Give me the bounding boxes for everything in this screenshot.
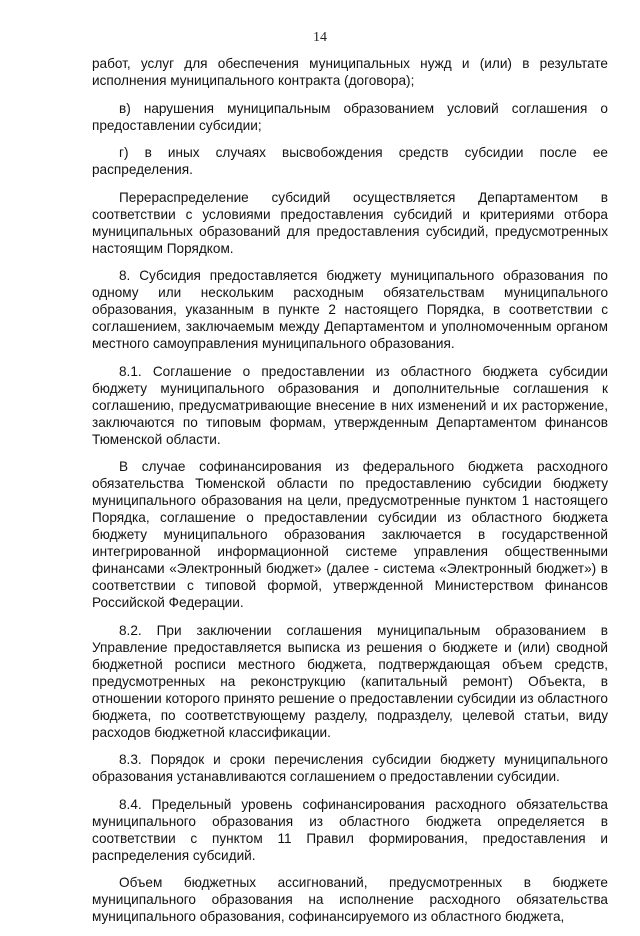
paragraph-clause-8-4: 8.4. Предельный уровень софинансирования расходного обязательства муниципального образования из областного бюджета определяется в соответствии с пунктом 11 Правил формирования, предоставления и распределения субсидий. [92, 796, 608, 863]
paragraph-budget-volume: Объем бюджетных ассигнований, предусмотренных в бюджете муниципального образования на исполнение расходного обязательства муниципального образования, софинансируемого из областного бюджета, [92, 875, 608, 924]
paragraph-clause-8-3: 8.3. Порядок и сроки перечисления субсидии бюджету муниципального образования устанавливаются соглашением о предоставлении субсидии. [92, 752, 608, 784]
paragraph-redistribution: Перераспределение субсидий осуществляется Департаментом в соответствии с условиями предоставления субсидий и критериями отбора муниципальных образований для предоставления субсидий, предусмотренных настоящим Порядком. [92, 189, 608, 256]
paragraph-clause-8-2: 8.2. При заключении соглашения муниципальным образованием в Управление предоставляется выписка из решения о бюджете и (или) сводной бюджетной росписи местного бюджета, подтверждающая объем средств, предусмотренных на реконструкцию (капитальный ремонт) Объекта, в отношении которого принято решение о предоставлении субсидии из областного бюджета, по соответствующему разделу, подразделу, целевой статьи, виду расходов бюджетной классификации. [92, 622, 608, 740]
paragraph-cofinancing: В случае софинансирования из федерального бюджета расходного обязательства Тюменской области по предоставлению субсидии бюджету муниципального образования на цели, предусмотренные пунктом 1 настоящего Порядка, соглашение о предоставлении субсидии из областного бюджета бюджету муниципального образования заключается в государственной интегрированной информационной системе управления общественными финансами «Электронный бюджет» (далее - система «Электронный бюджет») в соответствии с типовой формой, утвержденной Министерством финансов Российской Федерации. [92, 459, 608, 610]
paragraph-item-g: г) в иных случаях высвобождения средств субсидии после ее распределения. [92, 145, 608, 177]
paragraph-continuation-works: работ, услуг для обеспечения муниципальных нужд и (или) в результате исполнения муниципального контракта (договора); [92, 56, 608, 88]
paragraph-clause-8-1: 8.1. Соглашение о предоставлении из областного бюджета субсидии бюджету муниципального образования и дополнительные соглашения к соглашению, предусматривающие внесение в них изменений и их расторжение, заключаются по типовым формам, утвержденным Департаментом финансов Тюменской области. [92, 363, 608, 447]
paragraph-item-v: в) нарушения муниципальным образованием условий соглашения о предоставлении субсидии; [92, 100, 608, 133]
document-body [92, 55, 608, 936]
paragraph-clause-8: 8. Субсидия предоставляется бюджету муниципального образования по одному или нескольким расходным обязательствам муниципального образования, указанным в пункте 2 настоящего Порядка, в соответствии с соглашением, заключаемым между Департаментом и уполномоченным органом местного самоуправления муниципального образования. [92, 268, 608, 351]
page-number: 14 [313, 30, 327, 45]
